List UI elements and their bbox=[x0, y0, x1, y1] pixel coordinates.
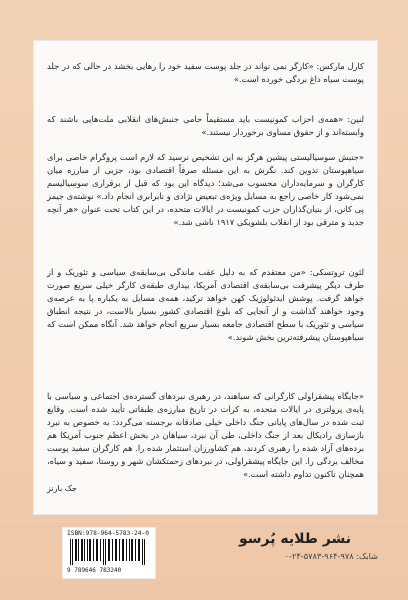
quote-lenin bbox=[47, 113, 364, 139]
cover-divider bbox=[0, 521, 408, 522]
barcode-graphic bbox=[69, 538, 149, 566]
quotes-panel bbox=[33, 40, 378, 515]
quote-text: کارل مارکس: «کارگر نمی تواند در جلد پوست سفید خود را رهایی بخشد در حالی که در جلد پوست سیاه داغ بردگی خورده است.» bbox=[47, 61, 364, 84]
quote-text: «جنبش سوسیالیستی پیشین هرگز به این تشخیص نرسید که لازم است پروگرام خاصی برای سیاهپوستان تدوین کند. نگرش به این مسئله صرفاً اقتصادی بود، جزیی از مبارزه میان کارگران و سرمایه‌داران محسوب می‌شد؛ دیدگاه این بود که قبل از برقراری سوسیالیسم نمی‌شود کار خاصی راجع به مسایل ویژه‌ی تبعیض نژادی و نابرابری انجام داد.» نوشته‌ی جیمز پی کانن، از بنیان‌گذاران حزب کمونیست در ایالات متحده، در این کتاب تحت عنوان «هر آنچه جدید و مترقی بود از انقلاب بلشویکی ۱۹۱۷ ناشی شد.» bbox=[47, 152, 364, 227]
quote-text: لنین: «همه‌ی احزاب کمونیست باید مستقیماً حامی جنبش‌های انقلابی ملت‌هایی باشند که وابسته‌اند و از حقوق مساوی برخوردار نیستند.» bbox=[47, 114, 364, 137]
quote-james-p-cannon bbox=[47, 151, 364, 229]
quote-text: لئون تروتسکی: «من معتقدم که به دلیل عقب ماندگی بی‌سابقه‌ی سیاسی و تئوریک و از طرف دیگر پیشرفت بی‌سابقه‌ی اقتصادی آمریکا، بیداری طبقه‌ی کارگر خیلی سریع صورت خواهد گرفت. پوشش ایدئولوژیک کهن خواهد ترکید، همه‌ی مسایل به یکباره پا به عرصه‌ی وجود خواهند گذاشت و از آنجایی که بلوغ اقتصادی کشور بسیار بالاست، در نتیجه انطباق سیاسی و تئوریک با سطح اقتصادی جامعه بسیار سریع انجام خواهد شد. آنگاه ممکن است که سیاهپوستان پیشرفته‌ترین بخش شوند.» bbox=[47, 267, 364, 342]
quote-karl-marx bbox=[47, 60, 364, 86]
quote-text: «جایگاه پیشقراولی کارگرانی که سیاهند، در رهبری نبردهای گسترده‌ی اجتماعی و سیاسی با پایه‌ی پرولتری در ایالات متحده، به کرات در تاریخ مبارزه‌ی طبقاتی تأیید شده است. وقایع ثبت شده در سال‌های پایانی جنگ داخلی خیلی صادقانه برجسته می‌گردد: به خصوص به نبرد بازسازی رادیکال بعد از جنگ داخلی، طی آن نبرد، سیاهان در بخش اعظم جنوب آمریکا هم برده‌های آزاد شده را رهبری کردند، هم کشاورزان استثمار شده را. هم کارگران سفید پوست مخالف بردگی را. این جایگاه پیشقراولی، در نبردهای زحمتکشان شهر و روستا، سفید و سیاه، همچنان تاکنون تداوم داشته است.» bbox=[47, 391, 364, 479]
isbn-label: ISBN:978-964-5783-24-0 bbox=[67, 530, 149, 537]
publisher-name: نشر طلایه پُرسو bbox=[238, 531, 351, 547]
quote-author: جک بارنز bbox=[47, 484, 77, 493]
barcode-digits: 9 789646 783240 bbox=[67, 567, 122, 574]
shabak-number: شابک: ۹۷۸-۹۶۴-۵۷۸۳-۲۴-۰ bbox=[284, 551, 378, 561]
quote-jack-barnes bbox=[47, 390, 364, 495]
barcode-block bbox=[62, 527, 156, 579]
quote-leon-trotsky bbox=[47, 266, 364, 344]
